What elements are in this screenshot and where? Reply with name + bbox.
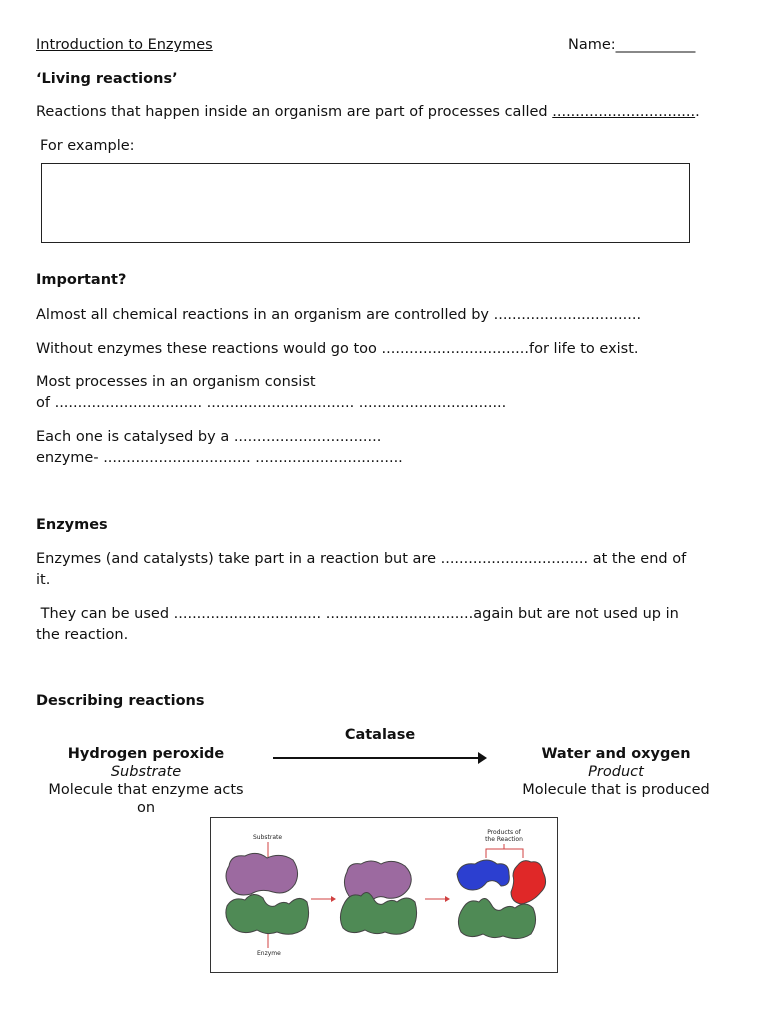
substrate-desc-b: on [136,800,156,816]
substrate-desc-a: Molecule that enzyme acts [48,782,244,798]
enzyme-shape-3 [458,898,535,938]
reaction-arrow-head [478,752,487,764]
enzymes-line-1b: it. [36,572,51,588]
enzyme-diagram-svg [211,818,557,972]
product-blue-shape [457,860,509,890]
example-answer-box[interactable] [41,163,690,243]
important-line-3b: of ................................ ................................ ................................ [36,395,507,411]
enzymes-line-2 [36,604,736,646]
important-heading: Important? [36,272,127,288]
name-field-label [568,37,695,53]
enzymes-line-2a: They can be used ................................ ................................again but are not used up in [36,606,679,622]
products-bracket [486,844,523,858]
enzymes-line-2b: the reaction. [36,627,129,643]
important-line-3a: Most processes in an organism consist [36,374,316,390]
living-reactions-heading: ‘Living reactions’ [36,71,178,87]
product-block [506,745,726,799]
important-line-1: Almost all chemical reactions in an organism are controlled by ................................ [36,307,642,323]
substrate-name: Hydrogen peroxide [67,746,225,762]
enzyme-diagram [210,817,558,973]
enzyme-shape-2 [340,892,416,934]
page-title: Introduction to Enzymes [36,37,213,53]
living-period: . [695,104,700,120]
important-line-4a: Each one is catalysed by a ................................ [36,429,382,445]
substrate-block [36,745,256,817]
reaction-arrow-line [273,757,479,759]
diagram-products-label-b: the Reaction [485,836,523,843]
product-desc: Molecule that is produced [522,782,710,798]
product-name: Water and oxygen [541,746,691,762]
diagram-products-label-a: Products of [487,829,521,836]
living-blank: ............................... [552,104,696,120]
substrate-label: Substrate [110,764,182,780]
enzyme-name: Catalase [344,727,416,743]
stage-arrow-1-head [331,896,336,902]
substrate-shape-1 [226,853,298,895]
enzyme-shape-1 [226,894,309,934]
important-line-4b: enzyme- ................................ ................................ [36,450,403,466]
product-red-shape [511,861,546,904]
important-line-3 [36,372,506,414]
important-line-4 [36,427,403,469]
stage-arrow-2-head [445,896,450,902]
for-example-label: For example: [40,138,135,154]
important-line-2: Without enzymes these reactions would go too ................................for life to exist. [36,341,639,357]
living-reactions-line [36,104,700,120]
diagram-substrate-label: Substrate [253,834,283,841]
enzymes-heading: Enzymes [36,517,108,533]
product-label: Product [588,764,644,780]
enzymes-line-1a: Enzymes (and catalysts) take part in a reaction but are ................................ at the end of [36,551,687,567]
diagram-enzyme-label: Enzyme [257,950,281,957]
name-blank: ___________ [615,37,696,53]
living-text: Reactions that happen inside an organism are part of processes called [36,104,548,120]
describing-heading: Describing reactions [36,693,205,709]
name-label: Name: [568,37,616,53]
enzymes-line-1 [36,549,736,591]
